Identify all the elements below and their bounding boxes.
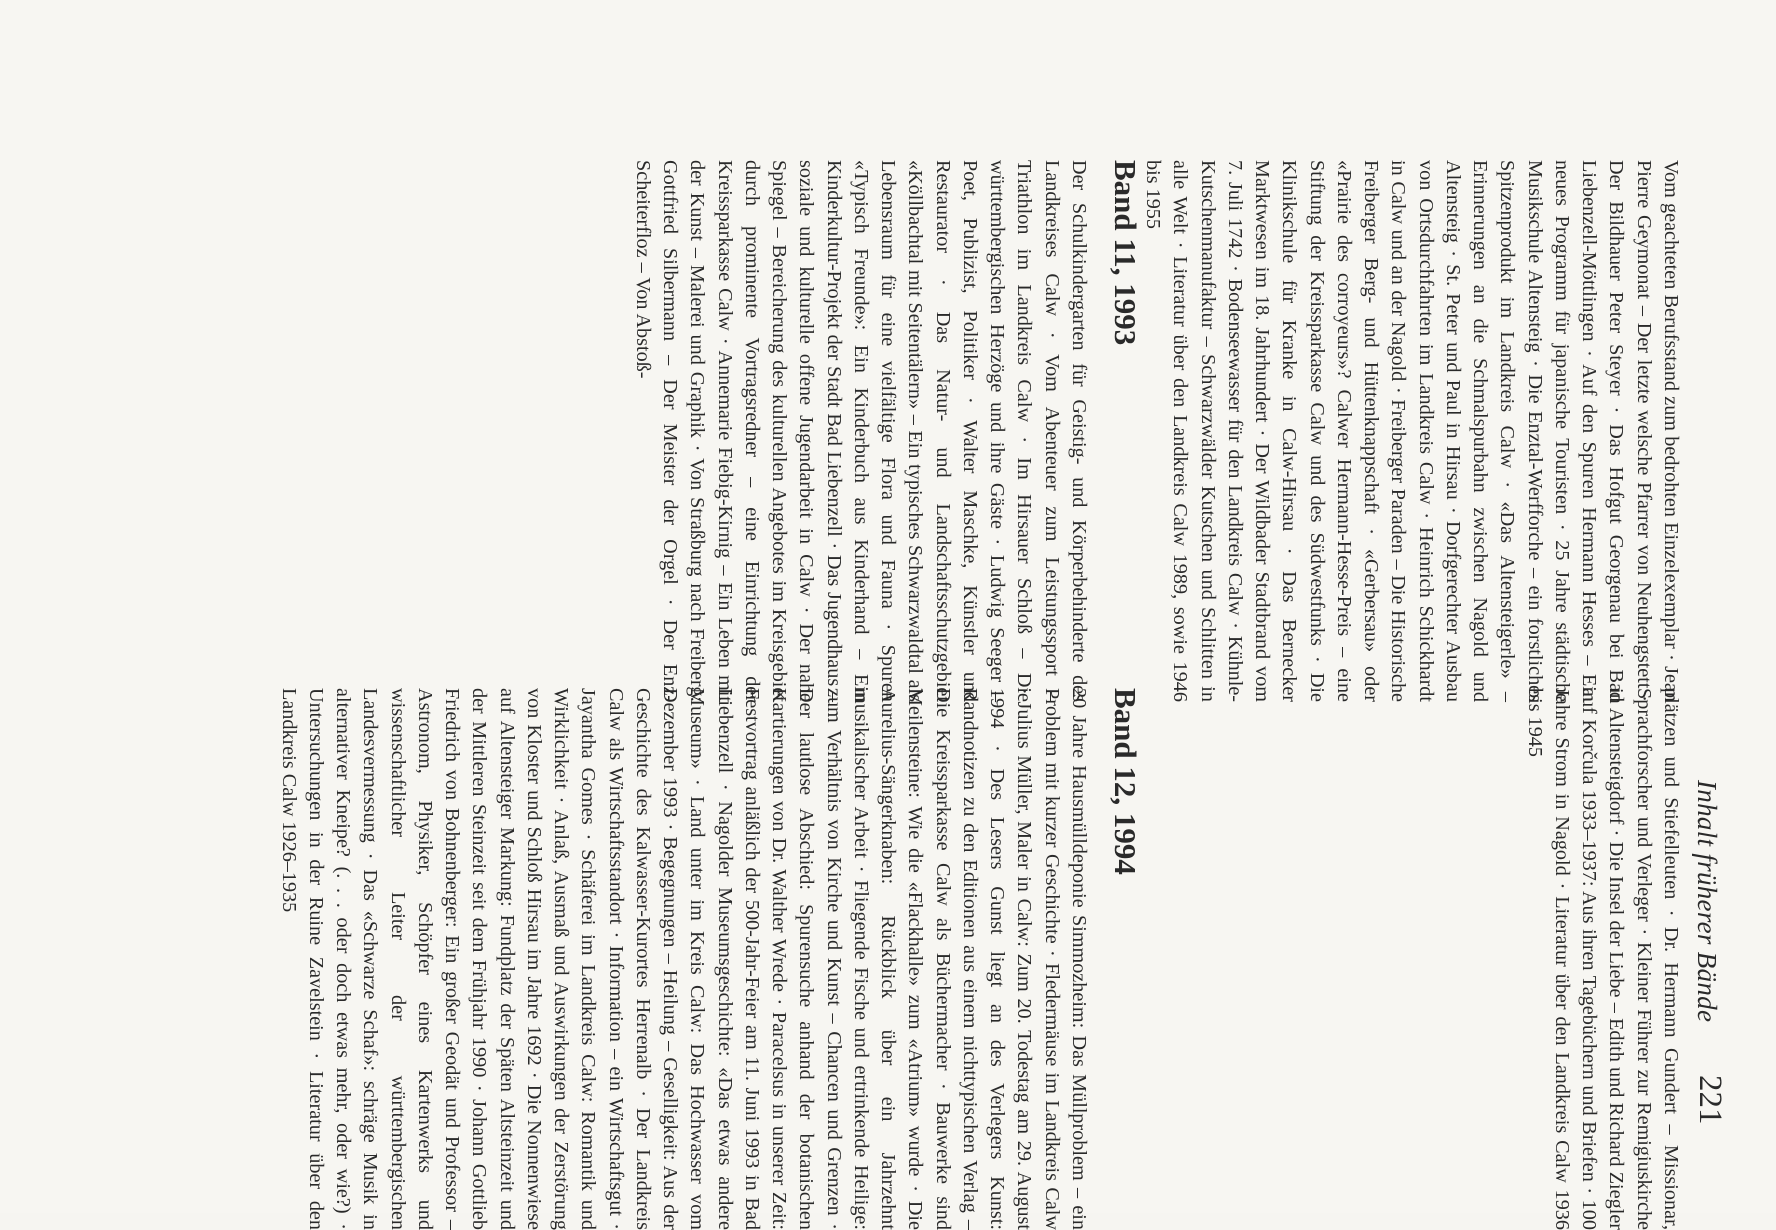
page-number: 221	[1692, 1075, 1728, 1125]
band-11-contents: Der Schulkindergarten für Geistig- und Körperbehinderte des Landkreises Calw · Vom Abenteuer zum Leistungssport – Triathlon im Landkreis Calw · Im Hirsauer Schloß – Die württembergischen Herzöge und ihre Gäste · Ludwig Seeger – Poet, Publizist, Politiker · Walter Maschke, Künstler und Restaurator · Das Natur- und Landschaftsschutzgebiet «Köllbachtal mit Seitentälern» – Ein typisches Schwarzwaldtal als Lebensraum für eine vielfältige Flora und Fauna · Spuren «Typisch Freunde»: Ein Kinderbuch aus Kinderhand – Ein Kinderkultur-Projekt der Stadt Bad Liebenzell · Das Jugendhaus – soziale und kulturelle offene Jugendarbeit in Calw · Der nahe Spiegel – Bereicherung des kulturellen Angebotes im Kreisgebiet durch prominente Vortragsredner – eine Einrichtung der Kreissparkasse Calw · Annemarie Fiebig-Kirnig – Ein Leben mit der Kunst – Malerei und Graphik · Von Straßburg nach Freiberg: Gottfried Silbermann – Der Meister der Orgel · Der Enz-Scheiterfloz – Von Abstoß-	[632, 160, 1090, 702]
band11-continuation-text: plätzen und Stiefelleuten · Dr. Hermann Gundert – Missionar, Sprachforscher und Verleger · Kleiner Führer zur Remigiuskirche in Altensteigdorf · Die Insel der Liebe – Edith und Richard Ziegler auf Korčula 1933–1937: Aus ihren Tagebüchern und Briefen · 100 Jahre Strom in Nagold · Literatur über den Landkreis Calw 1936 bis 1945	[1523, 688, 1682, 1230]
band10-continuation-text: Vom geachteten Berufsstand zum bedrohten Einzelexemplar · Jean Pierre Geymonat – Der letzte welsche Pfarrer von Neuhengstett · Der Bildhauer Peter Steyer · Das Hofgut Georgenau bei Bad Liebenzell-Möttlingen · Auf den Spuren Hermann Hesses – Ein neues Programm für japanische Touristen · 25 Jahre städtische Musikschule Altensteig · Die Enztal-Werfforche – ein forstliches Spitzenprodukt im Landkreis Calw · «Das Altensteigerle» – Erinnerungen an die Schmalspurbahn zwischen Nagold und Altensteig · St. Peter und Paul in Hirsau · Dorfgerechter Ausbau von Ortsdurchfahrten im Landkreis Calw · Heinrich Schickhardt in Calw und an der Nagold · Freiberger Paraden – Die Historische Freiberger Berg- und Hüttenknappschaft · «Gerbersau» oder «Prairie des corroyeurs»? Calwer Hermann-Hesse-Preis – eine Stiftung der Kreissparkasse Calw und des Südwestfunks · Die Klinikschule für Kranke in Calw-Hirsau · Das Bernecker Marktwesen im 18. Jahrhundert · Der Wildbader Stadtbrand vom 7. Juli 1742 · Bodenseewasser für den Landkreis Calw · Kühnle-Kutschenmanufaktur – Schwarzwälder Kutschen und Schlitten in alle Welt · Literatur über den Landkreis Calw 1989, sowie 1946 bis 1955	[1142, 160, 1682, 702]
running-header	[1682, 0, 1728, 1213]
band-12-contents: 20 Jahre Hausmülldeponie Simmozheim: Das Müllproblem – ein Problem mit kurzer Geschichte · Fledermäuse im Landkreis Calw · Julius Müller, Maler in Calw: Zum 20. Todestag am 29. August 1994 · Des Lesers Gunst liegt an des Verlegers Kunst: Randnotizen zu den Editionen aus einem nichttypischen Verlag – Die Kreissparkasse Calw als Büchermacher · Bauwerke sind Meilensteine: Wie die «Flackhalle» zum «Atrium» wurde · Die Aurelius-Sängerknaben: Rückblick über ein Jahrzehnt musikalischer Arbeit · Fliegende Fische und ertrinkende Heilige: zum Verhältnis von Kirche und Kunst – Chancen und Grenzen · Der lautlose Abschied: Spurensuche anhand der botanischen Kartierungen von Dr. Walther Wrede · Paracelsus in unserer Zeit: Festvortrag anläßlich der 500-Jahr-Feier am 11. Juni 1993 in Bad Liebenzell · Nagolder Museumsgeschichte: «Das etwas andere Museum» · Land unter im Kreis Calw: Das Hochwasser vom Dezember 1993 · Begegnungen – Heilung – Geselligkeit: Aus der Geschichte des Kalwasser-Kurortes Herrenalb · Der Landkreis Calw als Wirtschaftsstandort · Information – ein Wirtschaftsgut · Jayantha Gomes · Schäferei im Landkreis Calw: Romantik und Wirklichkeit · Anlaß, Ausmaß und Auswirkungen der Zerstörung von Kloster und Schloß Hirsau im Jahre 1692 · Die Nonnenwiese auf Altensteiger Markung: Fundplatz der Späten Altsteinzeit und der Mittleren Steinzeit seit dem Frühjahr 1990 · Johann Gottlieb Friedrich von Bohnenberger: Ein großer Geodät und Professor – Astronom, Physiker, Schöpfer eines Kartenwerks und wissenschaftlicher Leiter der württembergischen Landesvermessung · Das «Schwarze Schaf»: schräge Musik in alternativer Kneipe? (. . . oder doch etwas mehr, oder wie?) · Untersuchungen in der Ruine Zavelstein · Literatur über den Landkreis Calw 1926–1935	[277, 688, 1090, 1230]
band-12-heading: Band 12, 1994	[1108, 688, 1143, 875]
band-11-heading: Band 11, 1993	[1108, 160, 1143, 346]
running-title: Inhalt früherer Bände	[1692, 780, 1722, 1023]
